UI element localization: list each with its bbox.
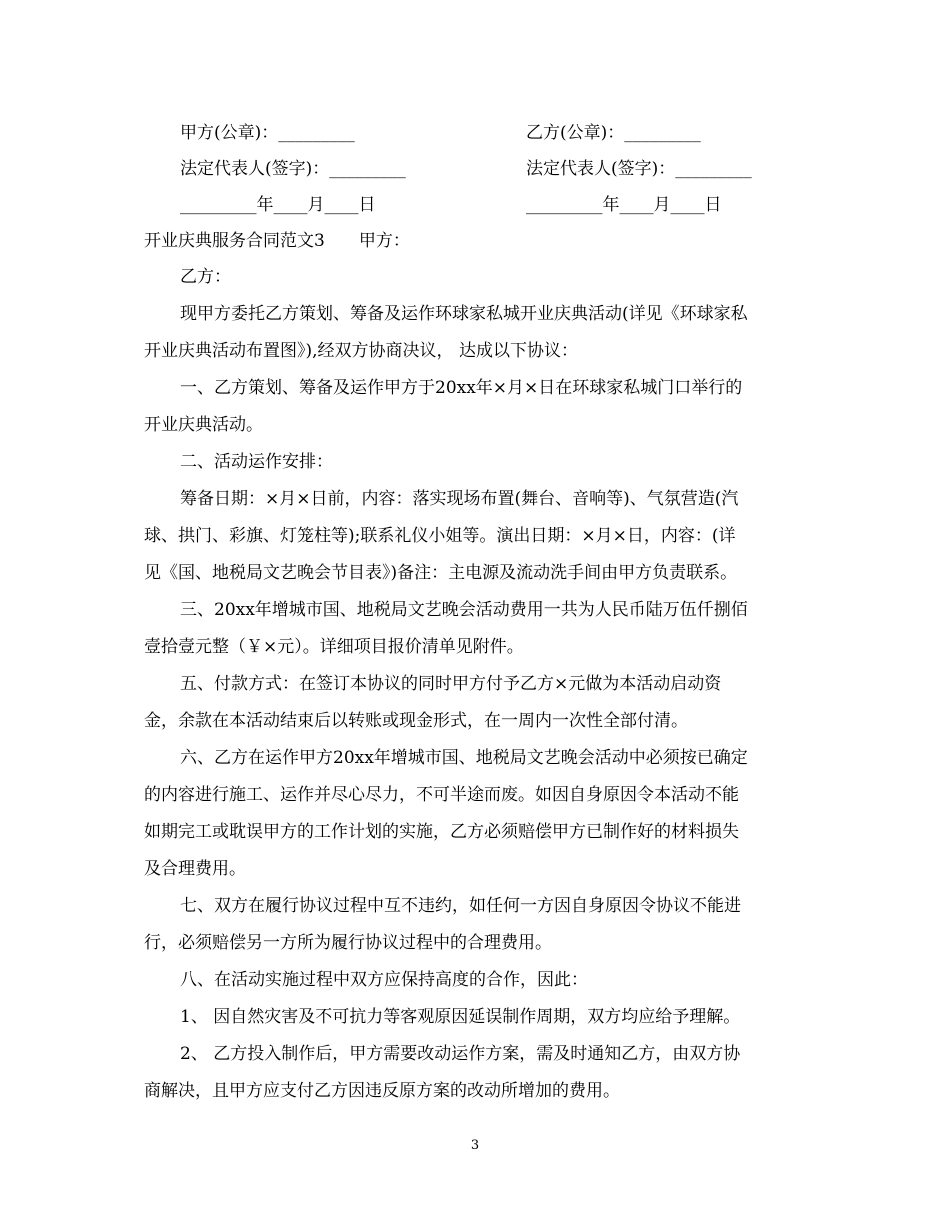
body-line: 1、 因自然灾害及不可抗力等客观原因延误制作周期，双方均应给予理解。 [180,1007,741,1027]
body-line: 及合理费用。 [144,859,246,879]
body-line: 六、乙方在运作甲方20xx年增城市国、地税局文艺晚会活动中必须按已确定 [180,748,748,768]
body-line: 2、 乙方投入制作后，甲方需要改动运作方案，需及时通知乙方，由双方协 [180,1044,741,1064]
party-a-seal: 甲方(公章)：_________ [180,123,355,143]
body-line: 商解决，且甲方应支付乙方因违反原方案的改动所增加的费用。 [144,1081,620,1101]
party-a-date: _________年____月____日 [180,195,376,215]
body-line: 开业庆典活动。 [144,415,263,435]
body-line: 三、20xx年增城市国、地税局文艺晚会活动费用一共为人民币陆万伍仟捌佰 [180,600,748,620]
body-line: 的内容进行施工、运作并尽心尽力，不可半途而废。如因自身原因令本活动不能 [144,785,739,805]
page-number: 3 [470,1138,480,1153]
party-b-seal: 乙方(公章)：_________ [526,123,701,143]
body-line: 壹拾壹元整（￥×元）。详细项目报价清单见附件。 [144,637,524,657]
body-line: 二、活动运作安排： [180,452,333,472]
contract-title-line: 开业庆典服务合同范文3 甲方： [144,231,410,251]
body-line: 一、乙方策划、筹备及运作甲方于20xx年×月×日在环球家私城门口举行的 [180,378,743,398]
body-line: 金，余款在本活动结束后以转账或现金形式，在一周内一次性全部付清。 [144,711,688,731]
party-a-representative: 法定代表人(签字)：_________ [180,159,406,179]
body-line: 球、拱门、彩旗、灯笼柱等);联系礼仪小姐等。演出日期：×月×日，内容：(详 [144,526,736,546]
party-b-label: 乙方： [180,267,231,287]
body-line: 七、双方在履行协议过程中互不违约，如任何一方因自身原因令协议不能进 [180,896,741,916]
body-line: 筹备日期：×月×日前，内容：落实现场布置(舞台、音响等)、气氛营造(汽 [180,489,739,509]
body-line: 现甲方委托乙方策划、筹备及运作环球家私城开业庆典活动(详见《环球家私 [180,304,748,324]
party-b-date: _________年____月____日 [526,195,722,215]
party-b-representative: 法定代表人(签字)：_________ [526,159,752,179]
body-line: 行，必须赔偿另一方所为履行协议过程中的合理费用。 [144,933,552,953]
body-line: 五、付款方式：在签订本协议的同时甲方付予乙方×元做为本活动启动资 [180,674,722,694]
body-line: 八、在活动实施过程中双方应保持高度的合作，因此： [180,970,588,990]
body-line: 见《国、地税局文艺晚会节目表》)备注：主电源及流动洗手间由甲方负责联系。 [144,563,738,583]
body-line: 开业庆典活动布置图》),经双方协商决议， 达成以下协议： [144,341,578,361]
body-line: 如期完工或耽误甲方的工作计划的实施，乙方必须赔偿甲方已制作好的材料损失 [144,822,739,842]
